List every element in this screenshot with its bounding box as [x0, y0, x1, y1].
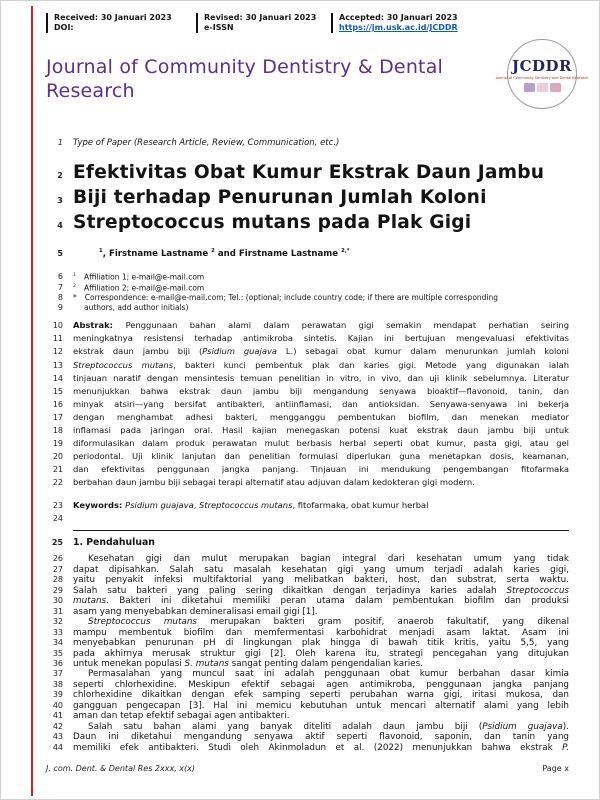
line-text: pada akhirnya merusak struktur gigi [2]. Oleh karena itu, strategi pencegahan yang ditujukan — [73, 648, 569, 659]
line-number: 24 — [52, 514, 63, 524]
paper-line — [46, 617, 569, 627]
paper-line — [46, 638, 569, 648]
footer-page-number: Page x — [542, 764, 569, 773]
line-number: 23 — [52, 501, 63, 511]
paper-line — [46, 732, 569, 742]
line-number: 8 — [57, 293, 63, 303]
line-text: diformulasikan dalam produk perawatan mulut berbasis herbal seperti obat kumur, pasta gigi, atau gel — [73, 438, 569, 449]
paper-line — [46, 450, 569, 463]
paper-line — [46, 537, 569, 549]
line-text: memiliki efek antibakteri. Studi oleh Akinmoladun et al. (2022) menunjukkan bahwa ekstrak P. — [73, 742, 569, 753]
line-number: 29 — [52, 585, 63, 595]
paper-line — [46, 499, 569, 512]
line-text: tinjauan naratif dengan mensintesis temuan penelitian in vitro, in vivo, dan uji klinik sebelumnya. Literatur — [73, 372, 569, 383]
line-text: Daun ini diketahui mengandung senyawa aktif seperti flavonoid, saponin, dan tanin yang — [73, 732, 569, 743]
line-number: 32 — [52, 617, 63, 627]
logo-acronym: JCDDR — [511, 56, 573, 75]
paper-line — [46, 711, 569, 721]
received-date: Received: 30 Januari 2023 — [54, 13, 172, 22]
paper-line — [46, 137, 569, 149]
eissn-label: e-ISSN — [204, 23, 234, 32]
line-text: asam yang menyebabkan demineralisasi email gigi [1]. — [73, 606, 318, 617]
line-number: 18 — [52, 425, 63, 435]
gum-photo-icon — [550, 83, 561, 92]
line-number: 22 — [52, 478, 63, 488]
revised-block — [196, 13, 331, 33]
line-text: Streptococcus mutans merupakan bakteri gram positif, anaerob fakultatif, yang dikenal — [88, 617, 570, 628]
paper-line — [46, 282, 569, 293]
paper-line — [46, 162, 569, 187]
line-number: 2 — [57, 171, 63, 180]
line-text: mampu membentuk biofilm dan memfermentasi karbohidrat menjadi asam laktat. Asam ini — [73, 627, 569, 638]
line-number: 40 — [52, 700, 63, 710]
line-number: 39 — [52, 690, 63, 700]
line-text: aman dan tetap efektif sebagai agen antibakteri. — [73, 711, 290, 722]
paper-line — [46, 565, 569, 575]
line-number: 20 — [52, 452, 63, 462]
paper-line — [46, 345, 569, 358]
left-margin-rule — [31, 6, 33, 796]
paper-line — [46, 586, 569, 596]
line-text: inflamasi pada jaringan oral. Hasil kajian menegaskan potensi kuat ekstrak daun jambu biji untuk — [73, 424, 569, 435]
paper-line — [46, 411, 569, 424]
paper-line — [46, 463, 569, 476]
section-divider — [73, 530, 569, 531]
line-text: ekstrak daun jambu biji (Psidium guajava L.) sebagai obat kumur dalam menurunkan jumlah koloni — [73, 346, 569, 357]
line-number: 21 — [52, 465, 63, 475]
paper-line — [46, 303, 569, 313]
article-meta-row — [46, 13, 458, 33]
paper-line — [46, 554, 569, 564]
logo-subtitle: Journal of Community Dentistry and Dental Research — [495, 75, 589, 80]
paper-line — [46, 372, 569, 385]
doi-label: DOI: — [54, 23, 74, 32]
line-text: 1. Pendahuluan — [73, 537, 155, 549]
line-text: Biji terhadap Penurunan Jumlah Koloni — [73, 187, 487, 208]
paper-line — [46, 649, 569, 659]
line-text: Streptococcus mutans pada Plak Gigi — [73, 212, 472, 233]
line-text: Type of Paper (Research Article, Review, Communication, etc.) — [73, 138, 340, 148]
line-number: 26 — [52, 554, 63, 564]
paper-line — [46, 187, 569, 212]
line-text: seperti chlorhexidine. Meskipun efektif sebagai agen antimikroba, penggunaan jangka panjang — [73, 679, 569, 690]
line-text: gangguan pengecapan [3]. Hal ini memicu kebutuhan untuk mencari alternatif alami yang lebih — [73, 700, 569, 711]
line-number: 28 — [52, 575, 63, 585]
line-number: 9 — [57, 302, 63, 312]
line-text: periodontal. Uji klinik lanjutan dan penelitian formulasi diperlukan guna menetapkan dosis, keamanan, — [73, 451, 569, 462]
line-number: 44 — [52, 742, 63, 752]
line-number: 3 — [57, 196, 63, 205]
paper-line — [46, 607, 569, 617]
line-number: 27 — [52, 564, 63, 574]
paper-line — [46, 476, 569, 489]
line-text: $^1$, Firstname Lastname $^2$ and Firstname Lastname $^{2,*}$ — [99, 248, 350, 259]
paper-line — [46, 575, 569, 585]
line-number: 19 — [52, 439, 63, 449]
line-text: dan efektivitas penggunaan jangka panjang. Tinjauan ini mendukung pengembangan fitofarmaka — [73, 464, 569, 475]
line-text: meningkatnya resistensi terhadap antimikroba sintetis. Kajian ini bertujuan mengevaluasi efektivitas — [73, 333, 569, 344]
line-number: 33 — [52, 627, 63, 637]
paper-line — [46, 398, 569, 411]
line-text: authors, add author initials) — [84, 302, 189, 312]
paper-line — [46, 271, 569, 282]
line-number: 36 — [52, 658, 63, 668]
paper-line — [46, 212, 569, 237]
line-number: 12 — [52, 347, 63, 357]
line-number: 11 — [52, 334, 63, 344]
masthead — [46, 55, 589, 109]
line-number: 38 — [52, 679, 63, 689]
line-number: 35 — [52, 648, 63, 658]
line-text: menunjukkan bahwa ekstrak daun jambu biji mengandung senyawa bioaktif—flavonoid, tanin, dan — [73, 385, 569, 396]
line-number: 5 — [57, 248, 63, 258]
line-number: 41 — [52, 711, 63, 721]
line-text: minyak atsiri—yang bersifat antibakteri, antiinflamasi, dan antioksidan. Senyawa-senyawa ini bekerja — [73, 398, 569, 409]
paper-line — [46, 293, 569, 303]
received-block — [46, 13, 196, 33]
paper-line — [46, 332, 569, 345]
line-text: $^2$ Affiliation 2; e-mail@e-mail.com — [73, 283, 205, 293]
logo-art — [524, 83, 561, 92]
line-number: 43 — [52, 732, 63, 742]
line-number: 37 — [52, 669, 63, 679]
jcddr-logo — [495, 39, 589, 109]
line-text: Streptococcus mutans, bakteri kunci pembentuk plak dan karies gigi. Metode yang digunakan ialah — [73, 359, 569, 370]
line-text: berbahan daun jambu biji sebagai terapi alternatif atau adjuvan dalam kedokteran gigi modern. — [73, 477, 475, 488]
line-text: Permasalahan yang muncul saat ini adalah penggunaan obat kumur berbahan dasar kimia — [88, 669, 569, 680]
paper-line — [46, 659, 569, 669]
line-text: Efektivitas Obat Kumur Ekstrak Daun Jambu — [73, 162, 545, 183]
paper-line — [46, 437, 569, 450]
paper-line — [46, 596, 569, 606]
paper-line — [46, 424, 569, 437]
line-number: 1 — [57, 138, 63, 147]
paper-line — [46, 319, 569, 332]
paper-line — [46, 743, 569, 753]
paper-line — [46, 722, 569, 732]
paper-line — [46, 690, 569, 700]
line-text: $^1$ Affiliation 1; e-mail@e-mail.com — [73, 272, 205, 282]
dental-xray-icon — [524, 83, 535, 92]
accepted-block — [331, 13, 458, 33]
line-number: 7 — [57, 283, 63, 293]
line-text: Kesehatan gigi dan mulut merupakan bagian integral dari kesehatan umum yang tidak — [88, 554, 569, 565]
line-number: 15 — [52, 386, 63, 396]
line-number: 34 — [52, 638, 63, 648]
paper-line — [46, 359, 569, 372]
line-text: Abstrak: Penggunaan bahan alami dalam perawatan gigi semakin mendapat perhatian seiring — [73, 320, 569, 331]
paper-line — [46, 680, 569, 690]
line-text: dapat dipisahkan. Salah satu masalah kesehatan gigi yang umum terjadi adalah karies gigi, — [73, 564, 569, 575]
line-text: mutans. Bakteri ini diketahui memiliki peran utama dalam pembentukan biofilm dan produksi — [73, 596, 569, 607]
line-number: 10 — [52, 321, 63, 331]
paper-line — [46, 628, 569, 638]
line-number: 25 — [51, 538, 63, 548]
line-number: 16 — [52, 399, 63, 409]
journal-title: Journal of Community Dentistry & Dental Research — [46, 56, 444, 102]
line-text: Salah satu bahan alami yang banyak diteliti adalah daun jambu biji (Psidium guajava). — [88, 721, 569, 732]
line-number: 30 — [52, 596, 63, 606]
line-text: menyebabkan penurunan pH di lingkungan plak hingga di bawah titik kritis, yaitu 5,5, yang — [73, 638, 569, 649]
line-number: 6 — [57, 272, 63, 282]
line-text: chlorhexidine dikaitkan dengan efek samping seperti perubahan warna gigi, iritasi mukosa, dan — [73, 690, 569, 701]
paper-line — [46, 701, 569, 711]
line-text: * Correspondence: e-mail@e-mail.com; Tel.: (optional; include country code; if there are multiple corresponding — [73, 293, 499, 303]
footer-running-head: J. com. Dent. & Dental Res 2xxx, x(x) — [46, 764, 196, 773]
paper-line — [46, 669, 569, 679]
line-text: yaitu penyakit infeksi multifaktorial yang melibatkan bakteri, host, dan substrat, serta waktu. — [73, 575, 569, 586]
line-number: 4 — [57, 221, 63, 230]
line-text: Keywords: Psidium guajava, Streptococcus mutans, fitofarmaka, obat kumur herbal — [73, 500, 429, 511]
line-number: 31 — [52, 606, 63, 616]
manuscript-body — [46, 137, 569, 753]
line-number: 17 — [52, 412, 63, 422]
journal-url-link[interactable]: https://jm.usk.ac.id/JCDDR — [339, 23, 458, 32]
paper-line — [46, 385, 569, 398]
line-text: untuk menekan populasi S. mutans sangat penting dalam pengendalian karies. — [73, 658, 423, 669]
accepted-date: Accepted: 30 Januari 2023 — [339, 13, 458, 22]
line-text: Salah satu bakteri yang paling sering dikaitkan dengan terjadinya karies adalah Streptococcus — [73, 585, 569, 596]
line-number: 13 — [52, 360, 63, 370]
tooth-photo-icon — [537, 83, 548, 92]
paper-line — [46, 512, 569, 525]
revised-date: Revised: 30 Januari 2023 — [204, 13, 317, 22]
line-number: 14 — [52, 373, 63, 383]
line-text: dengan menghambat adhesi bakteri, mengganggu pembentukan biofilm, dan menekan mediator — [73, 411, 569, 422]
page-footer — [46, 764, 569, 773]
paper-line — [46, 246, 569, 260]
line-number: 42 — [52, 721, 63, 731]
